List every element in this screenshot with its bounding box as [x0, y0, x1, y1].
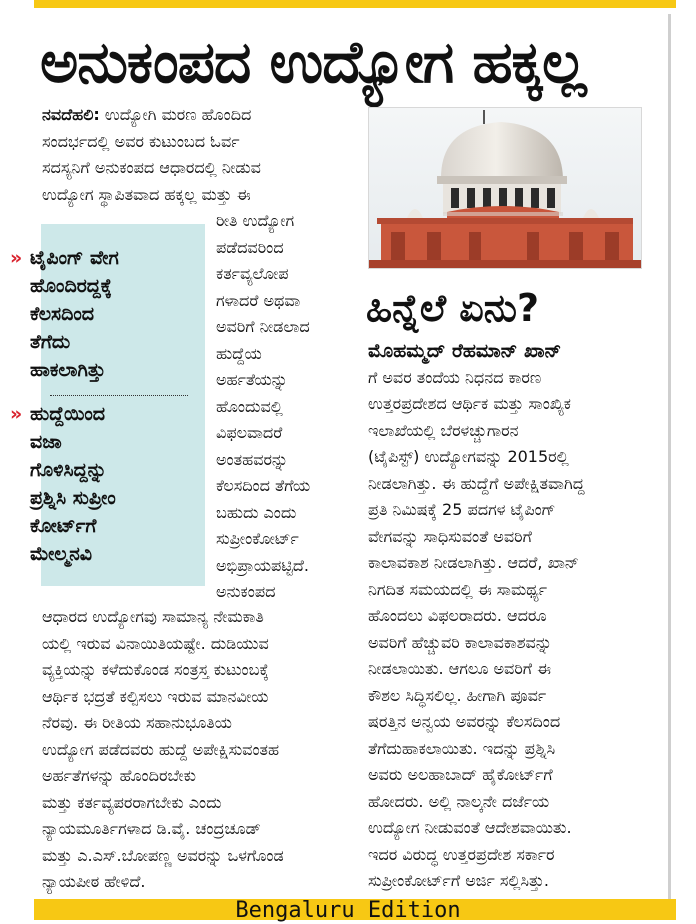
body-line: ಗಳಾದರೆ ಅಥವಾ [216, 290, 301, 310]
body-line: ಉದ್ಯೋಗ ನೀಡುವಂತೆ ಆದೇಶವಾಯಿತು. [368, 818, 572, 837]
body-line: ನೀಡಲಾಯಿತು. ಆಗಲೂ ಅವರಿಗೆ ಈ [368, 659, 552, 678]
body-line: ಯಲ್ಲಿ ಇರುವ ವಿನಾಯಿತಿಯಷ್ಟೇ. ದುಡಿಯುವ [42, 633, 269, 653]
body-line: ಆರ್ಥಿಕ ಭದ್ರತೆ ಕಲ್ಪಿಸಲು ಇರುವ ಮಾನವೀಯ [42, 686, 269, 706]
body-line: ಸುಪ್ರೀಂಕೋರ್ಟ್‌ಗೆ ಅರ್ಜಿ ಸಲ್ಲಿಸಿತ್ತು. [368, 871, 550, 890]
body-line: ಮೊಹಮ್ಮದ್ ರೆಹಮಾನ್ ಖಾನ್ [368, 340, 562, 362]
body-line: ಹೊಂದುವಲ್ಲಿ [216, 396, 283, 416]
pullquote-line: ವಜಾ [30, 431, 62, 453]
body-line: ಅವರು ಅಲಹಾಬಾದ್ ಹೈಕೋರ್ಟ್‌ಗೆ [368, 765, 553, 784]
body-line: ಉತ್ತರಪ್ರದೇಶದ ಆರ್ಥಿಕ ಮತ್ತು ಸಾಂಖ್ಯಿಕ [368, 394, 572, 413]
lead-line-2: ಸಂದರ್ಭದಲ್ಲಿ ಅವರ ಕುಟುಂಬದ ಓರ್ವ [42, 131, 240, 151]
dateline: ನವದೆಹಲಿ: [42, 105, 100, 124]
bullet-icon: » [10, 403, 23, 425]
body-line: ರೀತಿ ಉದ್ಯೋಗ [216, 211, 295, 230]
body-line: ಮತ್ತು ಎ.ಎಸ್.ಬೋಪಣ್ಣ ಅವರನ್ನು ಒಳಗೊಂಡ [42, 845, 284, 865]
body-line: ನೆರವು. ಈ ರೀತಿಯ ಸಹಾನುಭೂತಿಯ [42, 713, 232, 732]
lead-line-1 [42, 102, 362, 129]
narrow-column [216, 208, 356, 606]
body-line: ನೀಡಲಾಗಿತ್ತು. ಈ ಹುದ್ದೆಗೆ ಅಪೇಕ್ಷಿತವಾಗಿದ್ದ [368, 473, 585, 493]
body-line: ಉದ್ಯೋಗ ಪಡೆದವರು ಹುದ್ದೆ ಅಪೇಕ್ಷಿಸುವಂತಹ [42, 739, 280, 759]
body-line: ನಿಗದಿತ ಸಮಯದಲ್ಲಿ ಈ ಸಾಮರ್ಥ್ಯ [368, 579, 547, 599]
subheading: ಹಿನ್ನೆಲೆ ಏನು? [366, 286, 540, 330]
pullquote-line: ಹಾಕಲಾಗಿತ್ತು [30, 359, 106, 381]
body-line: ಹೋದರು. ಅಲ್ಲಿ ನಾಲ್ಕನೇ ದರ್ಜೆಯ [368, 791, 550, 811]
body-line: ಕೆಲಸದಿಂದ ತೆಗೆಯ [216, 476, 311, 495]
body-line: ಅವರಿಗೆ ನೀಡಲಾದ [216, 317, 310, 336]
pullquote-line: ಗೊಳಿಸಿದ್ದನ್ನು [30, 459, 107, 481]
full-width-column [42, 604, 372, 896]
right-column [368, 338, 658, 895]
body-line: ಅರ್ಹತೆಗಳನ್ನು ಹೊಂದಿರಬೇಕು [42, 766, 196, 785]
body-line: ವಿಫಲವಾದರೆ [216, 423, 283, 442]
body-line: ಆಧಾರದ ಉದ್ಯೋಗವು ಸಾಮಾನ್ಯ ನೇಮಕಾತಿ [42, 607, 264, 626]
pullquote-line: ಕೆಲಸದಿಂದ [30, 303, 95, 325]
body-line: ಹುದ್ದೆಯ [216, 343, 262, 363]
bullet-icon: » [10, 247, 23, 269]
lead-line-3: ಸದಸ್ಯನಿಗೆ ಅನುಕಂಪದ ಆಧಾರದಲ್ಲಿ ನೀಡುವ [42, 158, 261, 177]
body-line: ನ್ಯಾಯಮೂರ್ತಿಗಳಾದ ಡಿ.ವೈ. ಚಂದ್ರಚೂಡ್ [42, 819, 262, 838]
top-accent-bar [34, 0, 676, 8]
body-line: ಸುಪ್ರೀಂಕೋರ್ಟ್ [216, 529, 299, 548]
body-line: ತೆಗೆದುಹಾಕಲಾಯಿತು. ಇದನ್ನು ಪ್ರಶ್ನಿಸಿ [368, 738, 556, 758]
body-line: ವೇಗವನ್ನು ಸಾಧಿಸುವಂತೆ ಅವರಿಗೆ [368, 526, 532, 546]
pullquote-line: ಪ್ರಶ್ನಿಸಿ ಸುಪ್ರೀಂ [30, 487, 116, 509]
body-line: ವ್ಯಕ್ತಿಯನ್ನು ಕಳೆದುಕೊಂಡ ಸಂತ್ರಸ್ತ ಕುಟುಂಬಕ್ಕೆ [42, 660, 269, 679]
body-line: ಷರತ್ತಿನ ಅನ್ವಯ ಅವರನ್ನು ಕೆಲಸದಿಂದ [368, 712, 561, 731]
lead-paragraph [42, 102, 362, 208]
body-line: ಕರ್ತವ್ಯಲೋಪ [216, 264, 289, 283]
pullquote-line: ಮೇಲ್ಮನವಿ [30, 543, 93, 565]
lead-line-4: ಉದ್ಯೋಗ ಸ್ಥಾಪಿತವಾದ ಹಕ್ಕಲ್ಲ ಮತ್ತು ಈ [42, 184, 251, 204]
body-line: ಇಲಾಖೆಯಲ್ಲಿ ಬೆರಳಚ್ಚುಗಾರನ [368, 420, 519, 440]
supreme-court-dome-icon [369, 108, 641, 268]
body-line: (ಟೈಪಿಸ್ಟ್) ಉದ್ಯೋಗವನ್ನು 2015ರಲ್ಲಿ [368, 447, 569, 466]
body-line: ಹೊಂದಲು ವಿಫಲರಾದರು. ಆದರೂ [368, 606, 547, 625]
body-line: ಮತ್ತು ಕರ್ತವ್ಯಪರರಾಗಬೇಕು ಎಂದು [42, 792, 222, 812]
body-line: ಗೆ ಅವರ ತಂದೆಯ ನಿಧನದ ಕಾರಣ [368, 367, 542, 387]
pullquote-line: ತೆಗೆದು [30, 331, 71, 353]
pullquote-line: ಕೋರ್ಟ್‌ಗೆ [30, 515, 97, 537]
pullquote-line: ಹೊಂದಿರದ್ದಕ್ಕೆ [30, 275, 112, 297]
body-line: ಅರ್ಹತೆಯನ್ನು [216, 370, 288, 389]
lead-line-1-rest: ಉದ್ಯೋಗಿ ಮರಣ ಹೊಂದಿದ [99, 105, 252, 124]
body-line: ಅನುಕಂಪದ [216, 582, 276, 601]
supreme-court-photo [368, 107, 642, 269]
body-line: ಕಾಲಾವಕಾಶ ನೀಡಲಾಗಿತ್ತು. ಆದರೆ, ಖಾನ್ [368, 553, 579, 572]
body-line: ಪಡೆದವರಿಂದ [216, 237, 284, 257]
pullquote-divider [50, 395, 188, 396]
body-line: ಅವರಿಗೆ ಹೆಚ್ಚುವರಿ ಕಾಲಾವಕಾಶವನ್ನು [368, 632, 552, 652]
body-line: ನ್ಯಾಯಪೀಠ ಹೇಳಿದೆ. [42, 872, 146, 891]
body-line: ಬಹುದು ಎಂದು [216, 502, 297, 522]
headline: ಅನುಕಂಪದ ಉದ್ಯೋಗ ಹಕ್ಕಲ್ಲ [40, 28, 586, 96]
body-line: ಇದರ ವಿರುದ್ಧ ಉತ್ತರಪ್ರದೇಶ ಸರ್ಕಾರ [368, 844, 555, 864]
body-line: ಅಭಿಪ್ರಾಯಪಟ್ಟಿದೆ. [216, 555, 309, 575]
column-rule [668, 14, 671, 900]
pullquote-line: ಟೈಪಿಂಗ್ ವೇಗ [30, 247, 119, 269]
edition-footer: Bengaluru Edition [235, 898, 461, 923]
body-line: ಅಂತಹವರನ್ನು [216, 449, 289, 469]
pullquote-line: ಹುದ್ದೆಯಿಂದ [30, 403, 106, 425]
body-line: ಪ್ರತಿ ನಿಮಿಷಕ್ಕೆ 25 ಪದಗಳ ಟೈಪಿಂಗ್ [368, 500, 556, 519]
body-line: ಕೌಶಲ ಸಿದ್ಧಿಸಲಿಲ್ಲ. ಹೀಗಾಗಿ ಪೂರ್ವ [368, 685, 547, 705]
